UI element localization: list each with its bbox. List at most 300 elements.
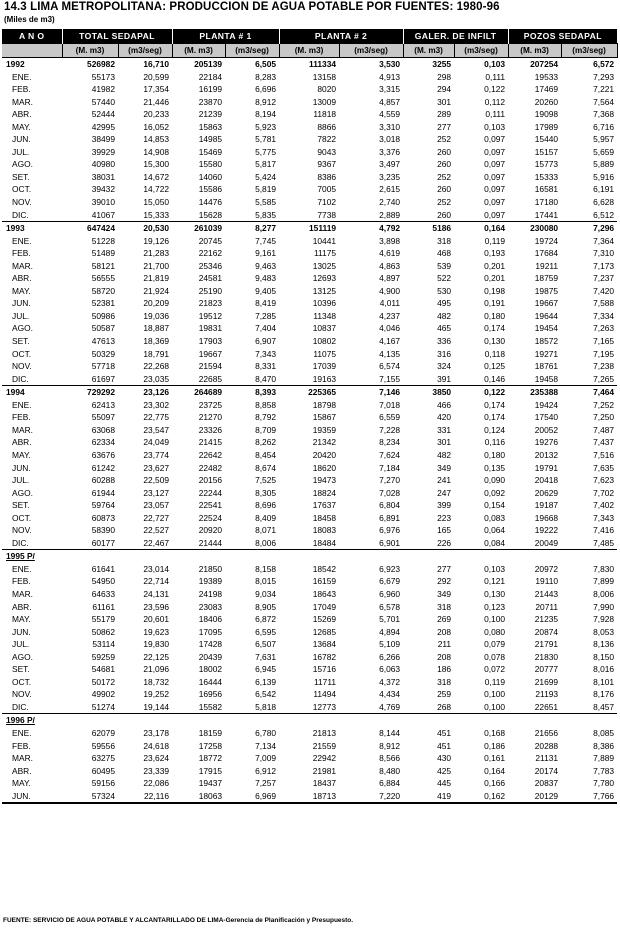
production-table bbox=[2, 29, 618, 804]
table-cell: 7102 bbox=[317, 197, 337, 208]
table-cell: 8,470 bbox=[255, 373, 277, 384]
month-label: OCT. bbox=[12, 676, 32, 687]
table-cell: 445 bbox=[437, 778, 452, 789]
table-cell: 0,180 bbox=[484, 310, 506, 321]
table-cell: 0,080 bbox=[484, 626, 506, 637]
table-cell: 19110 bbox=[535, 576, 559, 587]
year-label: 1995 P/ bbox=[2, 550, 62, 563]
table-cell: 20,530 bbox=[118, 222, 172, 235]
table-cell: 8,085 bbox=[593, 727, 615, 738]
month-label: MAR. bbox=[12, 96, 33, 107]
table-cell: 11494 bbox=[313, 689, 337, 700]
table-cell: 7,134 bbox=[255, 740, 277, 751]
table-cell: 205139 bbox=[194, 59, 223, 69]
table-cell: 59764 bbox=[91, 500, 115, 511]
table-cell: 18002 bbox=[198, 664, 223, 675]
table-cell bbox=[339, 550, 403, 563]
table-cell: 15,300 bbox=[143, 159, 170, 170]
table-cell bbox=[118, 550, 172, 563]
year-total-row bbox=[2, 222, 617, 235]
table-cell: 7,635 bbox=[593, 462, 615, 473]
table-cell: 3,376 bbox=[379, 146, 401, 157]
table-cell: 20052 bbox=[534, 424, 559, 435]
table-cell: 522 bbox=[437, 273, 452, 284]
table-cell: 15,333 bbox=[143, 209, 170, 220]
table-cell: 60288 bbox=[91, 475, 115, 486]
month-label: JUL. bbox=[12, 310, 30, 321]
table-cell: 6,512 bbox=[593, 209, 615, 220]
table-cell: 20260 bbox=[534, 96, 559, 107]
table-cell: 22,509 bbox=[143, 475, 170, 486]
table-cell: 23870 bbox=[198, 96, 223, 107]
table-cell: 7,420 bbox=[593, 285, 615, 296]
table-cell: 18437 bbox=[312, 778, 337, 789]
table-cell: 4,894 bbox=[379, 626, 401, 637]
table-cell: 7,485 bbox=[593, 537, 615, 548]
table-cell: 7,165 bbox=[593, 336, 615, 347]
table-row bbox=[2, 272, 617, 285]
table-cell: 0,097 bbox=[484, 146, 506, 157]
table-cell: 57718 bbox=[91, 361, 115, 372]
table-cell: 61697 bbox=[91, 373, 115, 384]
col-unit: (m3/seg) bbox=[454, 44, 508, 58]
table-cell: 7,018 bbox=[379, 399, 401, 410]
table-cell: 7,228 bbox=[379, 424, 401, 435]
table-cell: 21193 bbox=[535, 689, 559, 700]
table-cell: 16199 bbox=[198, 84, 223, 95]
table-cell: 8,006 bbox=[593, 588, 615, 599]
table-cell: 59156 bbox=[91, 778, 115, 789]
table-cell: 5,818 bbox=[255, 701, 277, 712]
table-cell: 22651 bbox=[534, 701, 559, 712]
month-label: MAR. bbox=[12, 588, 33, 599]
table-cell: 20629 bbox=[534, 487, 559, 498]
table-cell bbox=[403, 714, 454, 727]
table-cell: 4,372 bbox=[379, 676, 401, 687]
table-cell: 14985 bbox=[198, 134, 223, 145]
table-cell: 324 bbox=[437, 361, 452, 372]
table-cell: 7,296 bbox=[561, 222, 617, 235]
month-label: ENE. bbox=[12, 727, 32, 738]
table-row bbox=[2, 688, 617, 701]
table-cell: 6,804 bbox=[379, 500, 401, 511]
col-unit: (M. m3) bbox=[508, 44, 561, 58]
table-cell: 4,559 bbox=[379, 109, 401, 120]
table-cell: 50587 bbox=[91, 323, 115, 334]
table-cell: 19644 bbox=[534, 310, 559, 321]
table-cell: 14,908 bbox=[143, 146, 170, 157]
table-cell: 50986 bbox=[91, 310, 115, 321]
table-cell: 8,053 bbox=[593, 626, 615, 637]
month-label: SET. bbox=[12, 500, 30, 511]
table-cell: 17441 bbox=[534, 209, 559, 220]
table-cell: 39010 bbox=[91, 197, 115, 208]
table-cell: 165 bbox=[437, 525, 452, 536]
table-cell: 21,700 bbox=[143, 260, 170, 271]
table-cell: 20156 bbox=[198, 475, 223, 486]
table-cell: 60495 bbox=[91, 765, 115, 776]
table-cell: 261039 bbox=[172, 222, 225, 235]
table-cell: 9,463 bbox=[255, 260, 277, 271]
table-cell: 14,853 bbox=[143, 134, 170, 145]
table-cell: 7,416 bbox=[593, 525, 615, 536]
table-cell: 16444 bbox=[198, 676, 223, 687]
table-cell: 8,409 bbox=[255, 512, 277, 523]
table-cell bbox=[225, 714, 279, 727]
table-cell: 22184 bbox=[198, 71, 223, 82]
table-cell: 7,766 bbox=[561, 790, 617, 804]
table-cell: 15867 bbox=[312, 412, 337, 423]
table-cell: 22162 bbox=[198, 248, 223, 259]
table-cell: 60177 bbox=[91, 537, 115, 548]
table-cell: 22,125 bbox=[143, 651, 170, 662]
table-cell: 50172 bbox=[91, 676, 115, 687]
col-header-year: A N O bbox=[2, 29, 62, 44]
table-cell: 268 bbox=[437, 701, 452, 712]
table-cell: 8,331 bbox=[255, 361, 277, 372]
table-row bbox=[2, 360, 617, 373]
table-cell: 7,928 bbox=[593, 614, 615, 625]
table-cell: 6,574 bbox=[379, 361, 401, 372]
table-cell: 260 bbox=[437, 184, 452, 195]
table-cell: 0,092 bbox=[484, 487, 506, 498]
col-unit-blank bbox=[2, 44, 62, 58]
table-cell: 7,624 bbox=[379, 449, 401, 460]
table-cell: 21415 bbox=[198, 437, 223, 448]
table-cell: 0,186 bbox=[484, 740, 506, 751]
table-cell bbox=[403, 550, 454, 563]
table-cell: 18824 bbox=[312, 487, 337, 498]
table-cell: 8,457 bbox=[593, 701, 615, 712]
table-cell: 15582 bbox=[198, 701, 223, 712]
table-cell: 18542 bbox=[312, 563, 337, 574]
table-cell: 3,018 bbox=[379, 134, 401, 145]
table-cell: 419 bbox=[403, 790, 454, 804]
table-cell bbox=[279, 714, 339, 727]
table-cell: 0,078 bbox=[484, 651, 506, 662]
table-cell: 5,957 bbox=[593, 134, 615, 145]
table-cell: 20,601 bbox=[143, 614, 170, 625]
table-cell: 12773 bbox=[312, 701, 337, 712]
table-cell: 15,050 bbox=[143, 197, 170, 208]
table-cell: 8,709 bbox=[255, 424, 277, 435]
table-cell: 7,221 bbox=[593, 84, 615, 95]
col-header-pozos-sedapal: POZOS SEDAPAL bbox=[508, 29, 617, 44]
table-cell: 0,174 bbox=[484, 399, 506, 410]
table-cell: 9367 bbox=[317, 159, 337, 170]
table-cell: 0,100 bbox=[484, 614, 506, 625]
table-cell: 0,112 bbox=[484, 96, 506, 107]
table-cell: 7005 bbox=[317, 184, 337, 195]
table-cell: 13025 bbox=[312, 260, 337, 271]
table-body bbox=[2, 58, 617, 804]
table-cell: 18,732 bbox=[143, 676, 170, 687]
table-cell: 23083 bbox=[198, 601, 223, 612]
table-cell: 19,126 bbox=[143, 235, 170, 246]
table-cell: 6,901 bbox=[379, 537, 401, 548]
table-cell: 0,097 bbox=[484, 159, 506, 170]
table-cell: 61242 bbox=[91, 462, 115, 473]
table-cell: 0,125 bbox=[484, 361, 506, 372]
table-row bbox=[2, 727, 617, 740]
table-cell: 0,097 bbox=[484, 134, 506, 145]
table-cell: 23,057 bbox=[143, 500, 170, 511]
table-cell: 8,454 bbox=[255, 449, 277, 460]
table-cell: 49902 bbox=[91, 689, 115, 700]
table-cell: 8,277 bbox=[225, 222, 279, 235]
table-cell: 23,774 bbox=[143, 449, 170, 460]
table-cell: 482 bbox=[437, 310, 452, 321]
table-cell: 15628 bbox=[198, 209, 223, 220]
table-cell: 318 bbox=[437, 235, 452, 246]
table-cell: 111334 bbox=[309, 59, 337, 69]
table-cell: 7,525 bbox=[255, 475, 277, 486]
table-cell: 207254 bbox=[530, 59, 559, 69]
table-cell: 20711 bbox=[535, 601, 559, 612]
year-label-row bbox=[2, 550, 617, 563]
table-cell: 0,100 bbox=[484, 689, 506, 700]
table-cell: 482 bbox=[437, 449, 452, 460]
table-cell: 21559 bbox=[312, 740, 337, 751]
table-cell: 0,097 bbox=[484, 197, 506, 208]
table-cell: 20418 bbox=[534, 475, 559, 486]
table-cell: 6,572 bbox=[593, 59, 615, 69]
year-total-row bbox=[2, 386, 617, 399]
table-row bbox=[2, 171, 617, 184]
table-cell: 18772 bbox=[198, 753, 223, 764]
table-cell: 425 bbox=[437, 765, 452, 776]
table-cell: 20174 bbox=[534, 765, 559, 776]
table-cell: 23,627 bbox=[143, 462, 170, 473]
month-label: FEB. bbox=[12, 84, 31, 95]
table-cell: 64633 bbox=[91, 588, 115, 599]
year-label: 1994 bbox=[2, 386, 62, 399]
table-cell bbox=[339, 714, 403, 727]
table-cell: 4,913 bbox=[379, 71, 401, 82]
table-cell: 277 bbox=[437, 563, 452, 574]
table-cell: 468 bbox=[437, 248, 452, 259]
table-cell: 7,310 bbox=[593, 248, 615, 259]
table-cell: 318 bbox=[437, 676, 452, 687]
table-cell: 9,161 bbox=[255, 248, 277, 259]
table-cell: 7,745 bbox=[255, 235, 277, 246]
table-cell: 21656 bbox=[534, 727, 559, 738]
table-cell: 10837 bbox=[312, 323, 337, 334]
month-label: FEB. bbox=[12, 740, 31, 751]
table-cell: 13158 bbox=[312, 71, 337, 82]
table-cell: 4,011 bbox=[379, 298, 401, 309]
month-label: DIC. bbox=[12, 701, 29, 712]
table-cell: 260 bbox=[437, 159, 452, 170]
table-cell: 18484 bbox=[312, 537, 337, 548]
table-cell: 8,234 bbox=[379, 437, 401, 448]
table-cell: 24,618 bbox=[143, 740, 170, 751]
table-cell: 0,161 bbox=[484, 753, 506, 764]
table-cell: 19,623 bbox=[143, 626, 170, 637]
table-cell: 7,364 bbox=[593, 235, 615, 246]
table-cell: 15269 bbox=[312, 614, 337, 625]
month-label: ENE. bbox=[12, 563, 32, 574]
table-cell: 6,945 bbox=[255, 664, 277, 675]
year-label: 1996 P/ bbox=[2, 714, 62, 727]
table-cell: 17258 bbox=[198, 740, 223, 751]
month-label: MAR. bbox=[12, 753, 33, 764]
month-label: JUL. bbox=[12, 146, 30, 157]
table-cell: 7,437 bbox=[593, 437, 615, 448]
table-cell: 647424 bbox=[62, 222, 118, 235]
table-cell: 336 bbox=[437, 336, 452, 347]
table-cell: 23,126 bbox=[118, 386, 172, 399]
table-row bbox=[2, 424, 617, 437]
table-cell: 0,119 bbox=[484, 235, 506, 246]
table-cell: 51274 bbox=[91, 701, 115, 712]
table-cell: 6,907 bbox=[255, 336, 277, 347]
table-cell: 3,898 bbox=[379, 235, 401, 246]
month-label: DIC. bbox=[12, 537, 29, 548]
table-cell: 23725 bbox=[198, 399, 223, 410]
month-label: JUN. bbox=[12, 298, 31, 309]
month-label: JUN. bbox=[12, 626, 31, 637]
table-cell: 52444 bbox=[91, 109, 115, 120]
month-label: MAY. bbox=[12, 449, 31, 460]
table-cell: 0,174 bbox=[484, 412, 506, 423]
col-header-planta-2: PLANTA # 2 bbox=[279, 29, 403, 44]
table-cell: 495 bbox=[437, 298, 452, 309]
month-label: NOV. bbox=[12, 197, 32, 208]
year-label-row bbox=[2, 714, 617, 727]
table-cell: 7,783 bbox=[593, 765, 615, 776]
table-row bbox=[2, 487, 617, 500]
table-cell: 0,146 bbox=[484, 373, 506, 384]
table-cell: 0,201 bbox=[484, 273, 506, 284]
table-cell: 8386 bbox=[317, 171, 337, 182]
year-label: 1992 bbox=[6, 59, 25, 69]
month-label: AGO. bbox=[12, 323, 33, 334]
month-label: ABR. bbox=[12, 109, 32, 120]
table-cell: 62079 bbox=[91, 727, 115, 738]
table-cell: 18159 bbox=[198, 727, 223, 738]
table-cell: 61944 bbox=[91, 487, 115, 498]
table-cell: 51228 bbox=[91, 235, 115, 246]
table-cell: 4,897 bbox=[379, 273, 401, 284]
table-cell: 14,722 bbox=[143, 184, 170, 195]
table-cell: 6,884 bbox=[379, 778, 401, 789]
table-cell: 21830 bbox=[534, 651, 559, 662]
col-unit: (M. m3) bbox=[403, 44, 454, 58]
table-cell: 8,144 bbox=[379, 727, 401, 738]
table-cell: 59556 bbox=[91, 740, 115, 751]
table-cell: 6,976 bbox=[379, 525, 401, 536]
table-cell: 21342 bbox=[312, 437, 337, 448]
table-cell: 13684 bbox=[312, 639, 337, 650]
table-cell: 349 bbox=[437, 462, 452, 473]
table-cell: 465 bbox=[437, 323, 452, 334]
month-label: AGO. bbox=[12, 159, 33, 170]
table-cell bbox=[561, 550, 617, 563]
table-cell: 8,905 bbox=[255, 601, 277, 612]
table-cell: 7,009 bbox=[255, 753, 277, 764]
table-cell: 269 bbox=[437, 614, 452, 625]
table-cell: 19668 bbox=[534, 512, 559, 523]
table-cell: 22,727 bbox=[143, 512, 170, 523]
table-cell: 6,872 bbox=[255, 614, 277, 625]
table-cell: 223 bbox=[437, 512, 452, 523]
table-cell: 38499 bbox=[91, 134, 115, 145]
table-cell: 16,052 bbox=[143, 121, 170, 132]
table-cell: 50329 bbox=[91, 348, 115, 359]
table-cell: 0,164 bbox=[484, 765, 506, 776]
table-cell: 2,740 bbox=[379, 197, 401, 208]
table-cell: 18458 bbox=[312, 512, 337, 523]
table-cell: 5,659 bbox=[593, 146, 615, 157]
table-cell: 7,516 bbox=[593, 449, 615, 460]
table-row bbox=[2, 158, 617, 171]
table-cell: 8,071 bbox=[255, 525, 277, 536]
table-cell: 8,101 bbox=[593, 676, 615, 687]
table-cell: 151119 bbox=[279, 222, 339, 235]
table-cell: 0,191 bbox=[484, 298, 506, 309]
table-cell: 18798 bbox=[312, 399, 337, 410]
table-row bbox=[2, 108, 617, 121]
table-cell: 13125 bbox=[312, 285, 337, 296]
table-cell: 391 bbox=[437, 373, 452, 384]
table-cell: 22,116 bbox=[118, 790, 172, 804]
table-row bbox=[2, 260, 617, 273]
month-label: MAY. bbox=[12, 614, 31, 625]
col-unit: (M. m3) bbox=[279, 44, 339, 58]
table-cell: 14060 bbox=[198, 171, 223, 182]
month-label: ENE. bbox=[12, 235, 32, 246]
table-cell: 11348 bbox=[313, 310, 337, 321]
table-cell: 21594 bbox=[198, 361, 223, 372]
table-cell: 62413 bbox=[91, 399, 115, 410]
table-cell: 22642 bbox=[198, 449, 223, 460]
table-cell: 58720 bbox=[91, 285, 115, 296]
table-cell: 24198 bbox=[198, 588, 223, 599]
table-cell: 277 bbox=[437, 121, 452, 132]
table-cell: 19458 bbox=[534, 373, 559, 384]
table-cell: 4,857 bbox=[379, 96, 401, 107]
table-cell: 331 bbox=[437, 424, 452, 435]
table-cell: 25190 bbox=[198, 285, 223, 296]
table-cell bbox=[454, 714, 508, 727]
table-cell: 63676 bbox=[91, 449, 115, 460]
table-cell: 20288 bbox=[534, 740, 559, 751]
month-label: MAR. bbox=[12, 260, 33, 271]
table-row bbox=[2, 196, 617, 209]
table-cell: 17095 bbox=[198, 626, 223, 637]
table-cell: 19,252 bbox=[143, 689, 170, 700]
table-cell: 8,283 bbox=[255, 71, 277, 82]
table-cell: 6,679 bbox=[379, 576, 401, 587]
table-row bbox=[2, 399, 617, 412]
table-cell: 18,887 bbox=[143, 323, 170, 334]
month-label: MAY. bbox=[12, 285, 31, 296]
table-row bbox=[2, 297, 617, 310]
table-cell: 41067 bbox=[91, 209, 115, 220]
table-cell: 0,097 bbox=[484, 209, 506, 220]
table-cell: 6,969 bbox=[225, 790, 279, 804]
table-cell: 15586 bbox=[198, 184, 223, 195]
table-cell: 0,083 bbox=[484, 512, 506, 523]
table-cell: 4,167 bbox=[379, 336, 401, 347]
table-cell: 61161 bbox=[92, 601, 115, 612]
table-cell: 5,109 bbox=[379, 639, 401, 650]
table-cell: 9,405 bbox=[255, 285, 277, 296]
col-unit: (m3/seg) bbox=[561, 44, 617, 58]
table-cell: 8,912 bbox=[379, 740, 401, 751]
month-label: SET. bbox=[12, 171, 30, 182]
